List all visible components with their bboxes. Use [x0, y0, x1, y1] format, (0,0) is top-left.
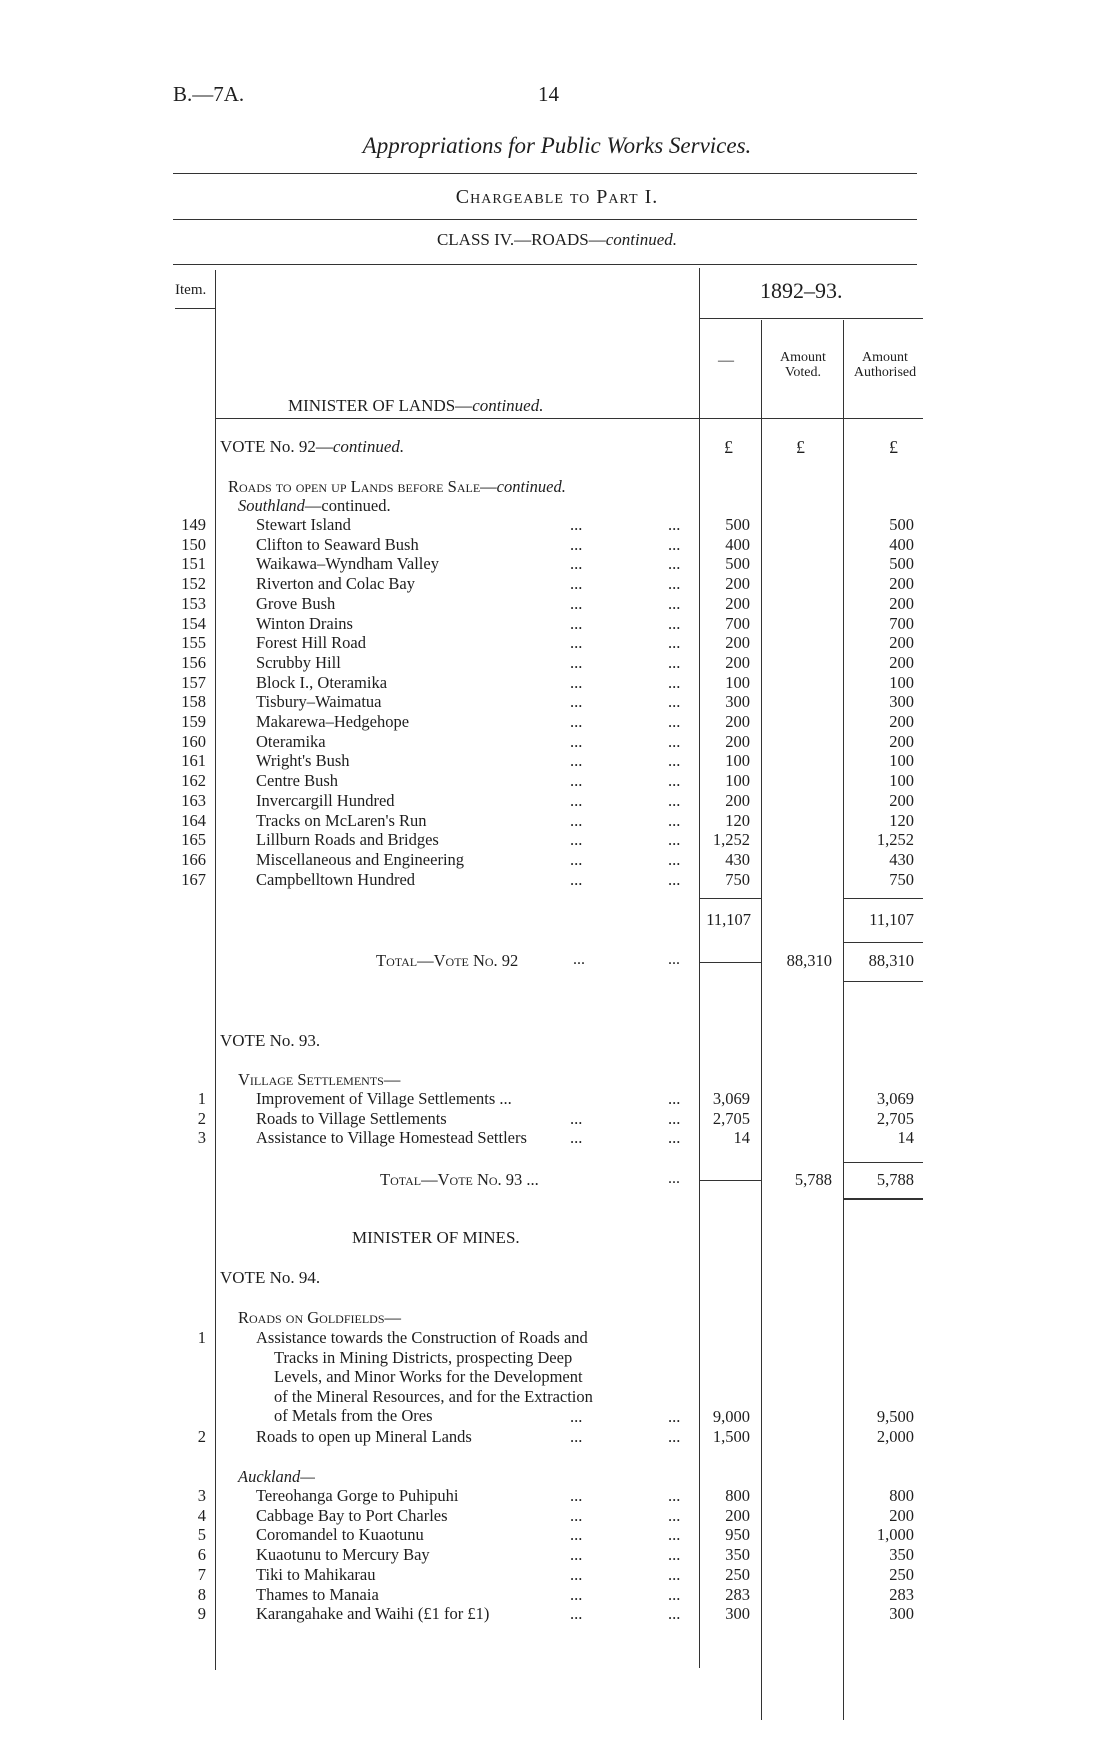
amount: 200 — [725, 731, 750, 751]
amount: 120 — [725, 810, 750, 830]
item-number: 165 — [181, 830, 206, 850]
dots: ... — [668, 810, 681, 830]
amount-authorised: 300 — [889, 692, 914, 712]
amount: 300 — [725, 692, 750, 712]
district-southland — [238, 496, 391, 516]
item-number: 157 — [181, 672, 206, 692]
amount: 430 — [725, 849, 750, 869]
vote93-heading: VOTE No. 93. — [220, 1031, 321, 1050]
amount: 400 — [725, 534, 750, 554]
table-row — [0, 830, 1114, 850]
dots: ... — [668, 554, 681, 574]
amount-authorised: 200 — [889, 1505, 914, 1525]
vote94-item-1-amounts — [0, 1407, 1114, 1427]
district-southland-name: Southland — [238, 496, 305, 515]
dots: ... — [570, 1128, 583, 1148]
vote94-subheading: Roads on Goldfields— — [238, 1308, 402, 1327]
table-row — [0, 515, 1114, 535]
table-row — [0, 771, 1114, 791]
amount: 2,705 — [712, 1108, 750, 1128]
table-row — [0, 791, 1114, 811]
description: Roads to Village Settlements — [256, 1108, 447, 1128]
amount-authorised: 14 — [897, 1128, 914, 1148]
class-heading-cont: continued. — [605, 230, 678, 249]
dots: ... — [668, 534, 681, 554]
desc-line: Assistance towards the Construction of Roads and — [256, 1328, 588, 1347]
item-number: 160 — [181, 731, 206, 751]
item-number: 153 — [181, 593, 206, 613]
dots: ... — [570, 830, 583, 850]
item-number: 3 — [197, 1486, 206, 1505]
amount-authorised: 3,069 — [876, 1089, 914, 1108]
description: Centre Bush — [256, 771, 339, 791]
amount: 283 — [725, 1584, 750, 1604]
amount-authorised: 100 — [889, 672, 914, 692]
dots: ... — [570, 751, 583, 771]
description: Tisbury–Waimatua — [256, 692, 382, 712]
dash-column-header: — — [718, 352, 734, 369]
table-row — [0, 653, 1114, 673]
vote92-subtotal-authorised: 11,107 — [869, 910, 914, 929]
table-row — [0, 594, 1114, 614]
rule — [843, 898, 923, 899]
description: Grove Bush — [256, 593, 336, 613]
item-number: 163 — [181, 790, 206, 810]
amount-authorised: 400 — [889, 534, 914, 554]
description: Thames to Manaia — [256, 1584, 379, 1604]
table-row — [0, 751, 1114, 771]
dots: ... — [570, 790, 583, 810]
table-row — [0, 870, 1114, 890]
rule — [843, 1198, 923, 1200]
dots: ... — [570, 1564, 583, 1584]
description: Tracks on McLaren's Run — [256, 810, 427, 830]
dots: ... — [570, 593, 583, 613]
item-number: 159 — [181, 712, 206, 731]
description: Riverton and Colac Bay — [256, 574, 416, 594]
dots: ... — [668, 1564, 681, 1584]
vote92-total-authorised: 88,310 — [868, 951, 914, 970]
item-number: 155 — [181, 633, 206, 653]
rule — [699, 318, 923, 319]
description: Cabbage Bay to Port Charles — [256, 1505, 448, 1525]
year-header: 1892–93. — [760, 278, 843, 303]
table-row — [0, 673, 1114, 693]
description: Makarewa–Hedgehope — [256, 712, 410, 731]
item-number: 158 — [181, 692, 206, 712]
class-heading-main: CLASS IV.—ROADS— — [436, 230, 606, 249]
vote93-total-label: Total—Vote No. 93 ... — [380, 1170, 539, 1189]
item-number: 8 — [197, 1584, 206, 1604]
description: Assistance to Village Homestead Settlers — [256, 1128, 527, 1148]
amount: 200 — [725, 712, 750, 731]
description: Wright's Bush — [256, 751, 350, 771]
dots: ... — [668, 1545, 681, 1565]
amount: 200 — [725, 633, 750, 653]
amount: 1,252 — [712, 830, 750, 850]
vote94-item-2 — [0, 1427, 1114, 1447]
amount-authorised: 2,000 — [876, 1427, 914, 1446]
amount: 200 — [725, 593, 750, 613]
page-title: Appropriations for Public Works Services. — [362, 133, 752, 158]
table-row — [0, 1486, 1114, 1506]
table-row — [0, 554, 1114, 574]
item-column-header: Item. — [175, 282, 207, 298]
amount-authorised: 300 — [889, 1604, 914, 1624]
description: Miscellaneous and Engineering — [256, 849, 465, 869]
voted-column-header: Amount Voted. — [780, 350, 826, 380]
amount-authorised: 350 — [889, 1545, 914, 1565]
table-row — [0, 1585, 1114, 1605]
dots: ... — [570, 869, 583, 889]
amount: 100 — [725, 771, 750, 791]
dots: ... — [570, 652, 583, 672]
dots: ... — [570, 554, 583, 574]
amount: 350 — [725, 1545, 750, 1565]
description: Invercargill Hundred — [256, 790, 395, 810]
dots: ... — [668, 1505, 681, 1525]
amount-authorised: 100 — [889, 771, 914, 791]
amount: 700 — [725, 613, 750, 633]
dots: ... — [570, 574, 583, 594]
desc-line: Levels, and Minor Works for the Development — [274, 1367, 583, 1387]
item-number: 151 — [181, 554, 206, 574]
dots: ... — [668, 1486, 681, 1505]
table-row — [0, 1089, 1114, 1109]
dots: ... — [668, 1525, 681, 1545]
dots: ... — [668, 515, 681, 534]
dots: ... — [668, 1170, 680, 1187]
dots: ... — [570, 1545, 583, 1565]
item-number: 3 — [197, 1128, 206, 1148]
description: Block I., Oteramika — [256, 672, 388, 692]
amount-authorised: 200 — [889, 593, 914, 613]
vote92-sub-main: Roads to open up Lands before Sale— — [228, 477, 497, 496]
dots: ... — [668, 1584, 681, 1604]
dots: ... — [570, 810, 583, 830]
amount: 250 — [725, 1564, 750, 1584]
dots: ... — [570, 692, 583, 712]
amount-authorised: 200 — [889, 574, 914, 594]
amount: 500 — [725, 515, 750, 534]
desc-line: of the Mineral Resources, and for the Extraction — [274, 1386, 593, 1406]
item-number: 152 — [181, 574, 206, 594]
amount: 9,000 — [712, 1407, 750, 1426]
authorised-column-header: Amount Authorised — [853, 350, 917, 380]
item-number: 5 — [197, 1525, 206, 1545]
document-reference: B.—7A. — [173, 82, 245, 106]
vote94-heading: VOTE No. 94. — [220, 1268, 321, 1287]
amount-authorised: 500 — [889, 515, 914, 534]
amount-authorised: 800 — [889, 1486, 914, 1505]
table-row — [0, 811, 1114, 831]
page-number: 14 — [538, 82, 559, 106]
rule — [699, 898, 761, 899]
vote92-subtotal-amount: 11,107 — [706, 910, 751, 929]
table-row — [0, 1545, 1114, 1565]
pound-sign-authorised: £ — [889, 437, 898, 457]
item-number: 2 — [197, 1108, 206, 1128]
description: Coromandel to Kuaotunu — [256, 1525, 424, 1545]
amount: 200 — [725, 790, 750, 810]
amount: 1,500 — [712, 1427, 750, 1446]
amount-authorised: 430 — [889, 849, 914, 869]
pound-sign-amount: £ — [724, 437, 733, 457]
table-row — [0, 1565, 1114, 1585]
amount-authorised: 750 — [889, 869, 914, 889]
table-row — [0, 1128, 1114, 1148]
dots: ... — [668, 692, 681, 712]
item-number: 1 — [197, 1089, 206, 1108]
dots: ... — [668, 574, 681, 594]
dots: ... — [668, 849, 681, 869]
item-number: 154 — [181, 613, 206, 633]
vote92-total-voted: 88,310 — [786, 951, 832, 970]
dots: ... — [570, 1505, 583, 1525]
dots: ... — [668, 613, 681, 633]
amount-authorised: 200 — [889, 731, 914, 751]
amount: 100 — [725, 672, 750, 692]
minister-lands-heading — [288, 396, 543, 416]
description: Kuaotunu to Mercury Bay — [256, 1545, 430, 1565]
amount: 100 — [725, 751, 750, 771]
amount: 3,069 — [712, 1089, 750, 1108]
description: Waikawa–Wyndham Valley — [256, 554, 439, 574]
amount-authorised: 200 — [889, 712, 914, 731]
dots: ... — [668, 633, 681, 653]
description: Roads to open up Mineral Lands — [256, 1427, 472, 1446]
item-number: 156 — [181, 652, 206, 672]
description: Tereohanga Gorge to Puhipuhi — [256, 1486, 459, 1505]
item-column-divider — [215, 270, 216, 1670]
item-number: 166 — [181, 849, 206, 869]
dots: ... — [570, 849, 583, 869]
dots: ... — [570, 613, 583, 633]
table-row — [0, 732, 1114, 752]
amount: 200 — [725, 652, 750, 672]
description: Scrubby Hill — [256, 652, 341, 672]
amount-authorised: 9,500 — [876, 1407, 914, 1426]
dots: ... — [570, 1407, 583, 1426]
dots: ... — [668, 751, 681, 771]
amount-authorised: 2,705 — [876, 1108, 914, 1128]
table-row — [0, 1506, 1114, 1526]
amount-authorised: 700 — [889, 613, 914, 633]
amount-authorised: 500 — [889, 554, 914, 574]
description: Improvement of Village Settlements ... — [256, 1089, 512, 1108]
amount: 500 — [725, 554, 750, 574]
minister-mines-heading: MINISTER OF MINES. — [352, 1228, 520, 1247]
dots: ... — [570, 1584, 583, 1604]
desc-line: of Metals from the Ores — [274, 1406, 433, 1426]
item-number: 162 — [181, 771, 206, 791]
item-number: 150 — [181, 534, 206, 554]
table-row — [0, 633, 1114, 653]
amount-authorised: 120 — [889, 810, 914, 830]
item-number: 149 — [181, 515, 206, 534]
pound-sign-voted: £ — [796, 437, 805, 457]
item-number: 1 — [197, 1328, 206, 1347]
dots: ... — [570, 515, 583, 534]
vote92-sub-cont: continued. — [496, 477, 566, 496]
item-number: 6 — [197, 1545, 206, 1565]
minister-lands-main: MINISTER OF LANDS— — [288, 396, 473, 415]
amount-authorised: 100 — [889, 751, 914, 771]
table-row — [0, 574, 1114, 594]
dots: ... — [668, 672, 681, 692]
dots: ... — [668, 951, 680, 968]
item-number: 4 — [197, 1505, 206, 1525]
district-auckland: Auckland— — [238, 1467, 315, 1486]
description: Forest Hill Road — [256, 633, 366, 653]
amount-authorised: 200 — [889, 652, 914, 672]
description: Campbelltown Hundred — [256, 869, 416, 889]
dots: ... — [668, 790, 681, 810]
description: Karangahake and Waihi (£1 for £1) — [256, 1604, 490, 1624]
dots: ... — [570, 1108, 583, 1128]
rule — [215, 418, 923, 419]
amount-authorised: 200 — [889, 633, 914, 653]
rule — [843, 981, 923, 982]
vote92-heading-main: VOTE No. 92— — [220, 437, 333, 456]
dots: ... — [573, 951, 585, 968]
rule — [173, 264, 917, 265]
rule — [173, 219, 917, 220]
amount: 950 — [725, 1525, 750, 1545]
rule — [699, 962, 761, 963]
dots: ... — [570, 534, 583, 554]
dots: ... — [668, 1604, 681, 1624]
dots: ... — [668, 1427, 681, 1446]
dots: ... — [668, 1089, 681, 1108]
amount-authorised: 200 — [889, 790, 914, 810]
item-number: 2 — [197, 1427, 206, 1446]
table-row — [0, 1604, 1114, 1624]
minister-lands-cont: continued. — [472, 396, 544, 415]
dots: ... — [668, 1407, 681, 1426]
rule — [699, 1180, 761, 1181]
dots: ... — [668, 830, 681, 850]
table-row — [0, 1109, 1114, 1129]
dots: ... — [570, 712, 583, 731]
dots: ... — [668, 731, 681, 751]
item-number: 161 — [181, 751, 206, 771]
dots: ... — [570, 672, 583, 692]
amount-authorised: 250 — [889, 1564, 914, 1584]
dots: ... — [570, 731, 583, 751]
description: Lillburn Roads and Bridges — [256, 830, 439, 850]
table-row — [0, 850, 1114, 870]
amount: 800 — [725, 1486, 750, 1505]
dots: ... — [570, 1486, 583, 1505]
desc-line: Tracks in Mining Districts, prospecting Deep — [274, 1347, 573, 1367]
amount: 200 — [725, 574, 750, 594]
table-row — [0, 614, 1114, 634]
dots: ... — [570, 1427, 583, 1446]
item-number: 7 — [197, 1564, 206, 1584]
item-number: 167 — [181, 869, 206, 889]
description: Winton Drains — [256, 613, 353, 633]
rule — [843, 942, 923, 943]
chargeable-heading: Chargeable to Part I. — [455, 186, 659, 208]
dots: ... — [570, 633, 583, 653]
vote93-total-authorised: 5,788 — [876, 1170, 914, 1189]
description: Clifton to Seaward Bush — [256, 534, 419, 554]
dots: ... — [668, 771, 681, 791]
amount: 14 — [733, 1128, 750, 1148]
dots: ... — [570, 1525, 583, 1545]
dots: ... — [570, 771, 583, 791]
district-southland-cont: —continued. — [304, 496, 391, 515]
description: Tiki to Mahikarau — [256, 1564, 376, 1584]
dots: ... — [668, 1128, 681, 1148]
rule — [173, 173, 917, 174]
amount-column-divider — [699, 268, 700, 1668]
dots: ... — [570, 1604, 583, 1624]
vote93-subheading: Village Settlements— — [238, 1070, 401, 1089]
vote92-subheading — [228, 477, 566, 497]
vote92-heading-cont: continued. — [332, 437, 405, 456]
dots: ... — [668, 712, 681, 731]
description: Oteramika — [256, 731, 326, 751]
dots: ... — [668, 652, 681, 672]
amount: 750 — [725, 869, 750, 889]
amount-authorised: 1,252 — [876, 830, 914, 850]
amount: 300 — [725, 1604, 750, 1624]
vote92-total-label: Total—Vote No. 92 — [376, 951, 519, 970]
dots: ... — [668, 869, 681, 889]
rule — [843, 1162, 923, 1163]
item-number: 164 — [181, 810, 206, 830]
vote92-heading — [220, 437, 404, 457]
amount-authorised: 1,000 — [876, 1525, 914, 1545]
item-number: 9 — [197, 1604, 206, 1624]
table-row — [0, 1525, 1114, 1545]
dots: ... — [668, 593, 681, 613]
table-row — [0, 692, 1114, 712]
table-row — [0, 712, 1114, 732]
table-row — [0, 535, 1114, 555]
class-heading — [0, 230, 1114, 250]
rule — [175, 308, 215, 309]
dots: ... — [668, 1108, 681, 1128]
description: Stewart Island — [256, 515, 351, 534]
vote93-total-voted: 5,788 — [794, 1170, 832, 1189]
amount: 200 — [725, 1505, 750, 1525]
amount-authorised: 283 — [889, 1584, 914, 1604]
